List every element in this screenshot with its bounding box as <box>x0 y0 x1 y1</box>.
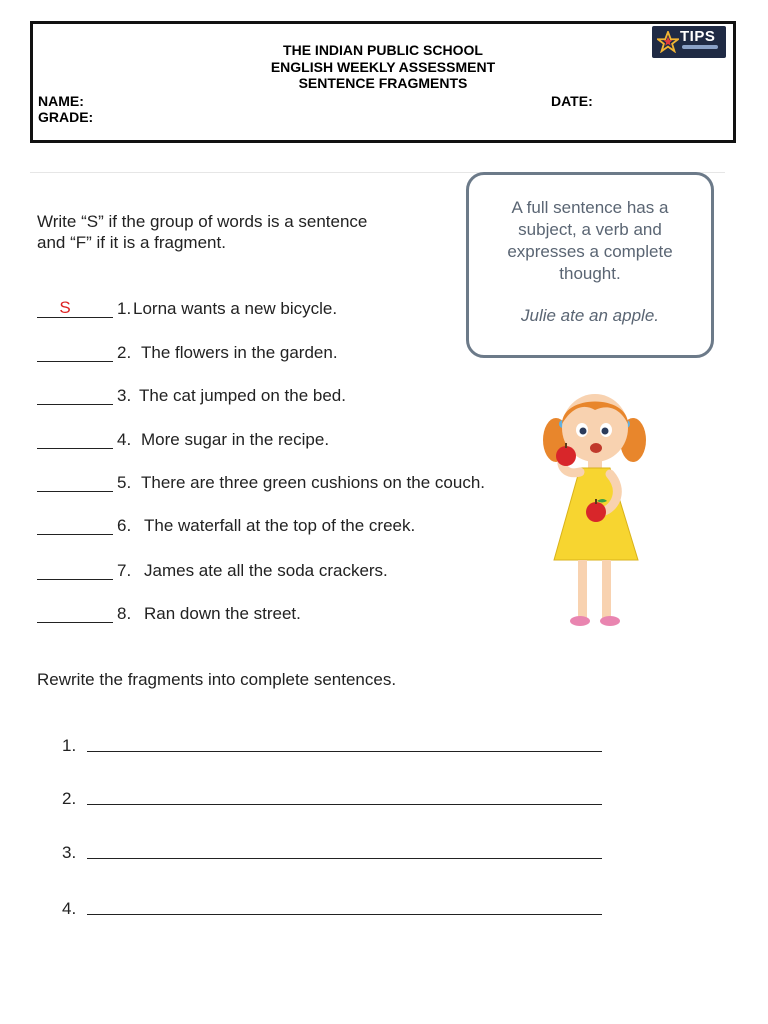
school-logo <box>652 26 726 58</box>
question-text: James ate all the soda crackers. <box>144 561 388 580</box>
answer-text: S <box>59 298 71 317</box>
question-text: The flowers in the garden. <box>141 343 338 362</box>
name-label: NAME: <box>38 93 84 109</box>
question-number: 2. <box>117 343 132 362</box>
rewrite-number: 4. <box>62 899 77 918</box>
rewrite-line[interactable] <box>87 914 602 915</box>
answer-blank[interactable] <box>37 561 113 580</box>
question-text: The waterfall at the top of the creek. <box>144 516 416 535</box>
rewrite-line[interactable] <box>87 804 602 805</box>
star-icon <box>657 31 679 53</box>
logo-subtext <box>682 45 718 49</box>
question-number: 6. <box>117 516 132 535</box>
date-label: DATE: <box>551 93 593 109</box>
question-text: Ran down the street. <box>144 604 301 623</box>
question-number: 5. <box>117 473 132 492</box>
instruction-line-1: Write “S” if the group of words is a sentence <box>37 212 368 231</box>
grade-label: GRADE: <box>38 109 94 125</box>
rewrite-instruction: Rewrite the fragments into complete sentences. <box>37 670 397 689</box>
answer-blank[interactable] <box>37 386 113 405</box>
question-number: 3. <box>117 386 132 405</box>
instruction-line-2: and “F” if it is a fragment. <box>37 233 226 252</box>
question-text: Lorna wants a new bicycle. <box>133 299 338 318</box>
answer-blank[interactable] <box>37 473 113 492</box>
assessment-title: ENGLISH WEEKLY ASSESSMENT <box>270 59 496 75</box>
header-box <box>30 21 736 143</box>
topic-title: SENTENCE FRAGMENTS <box>298 75 468 91</box>
question-number: 1. <box>117 299 132 318</box>
answer-blank[interactable] <box>37 343 113 362</box>
girl-eating-apple-illustration <box>540 380 650 635</box>
question-text: More sugar in the recipe. <box>141 430 330 449</box>
answer-blank[interactable] <box>37 604 113 623</box>
rewrite-line[interactable] <box>87 751 602 752</box>
question-number: 7. <box>117 561 132 580</box>
rule-text <box>469 197 711 285</box>
rewrite-number: 2. <box>62 789 77 808</box>
rule-line: thought. <box>559 264 621 283</box>
rule-line: expresses a complete <box>507 242 673 261</box>
question-text: The cat jumped on the bed. <box>139 386 346 405</box>
rewrite-number: 1. <box>62 736 77 755</box>
rewrite-line[interactable] <box>87 858 602 859</box>
rule-line: subject, a verb and <box>518 220 662 239</box>
rule-line: A full sentence has a <box>511 198 669 217</box>
school-name: THE INDIAN PUBLIC SCHOOL <box>283 42 483 58</box>
rewrite-number: 3. <box>62 843 77 862</box>
question-text: There are three green cushions on the couch. <box>141 473 485 492</box>
answer-blank[interactable] <box>37 430 113 449</box>
answer-blank[interactable] <box>37 516 113 535</box>
logo-text: TIPS <box>680 28 716 45</box>
question-number: 4. <box>117 430 132 449</box>
question-number: 8. <box>117 604 132 623</box>
rule-example: Julie ate an apple. <box>521 306 659 325</box>
rule-box <box>466 172 714 358</box>
